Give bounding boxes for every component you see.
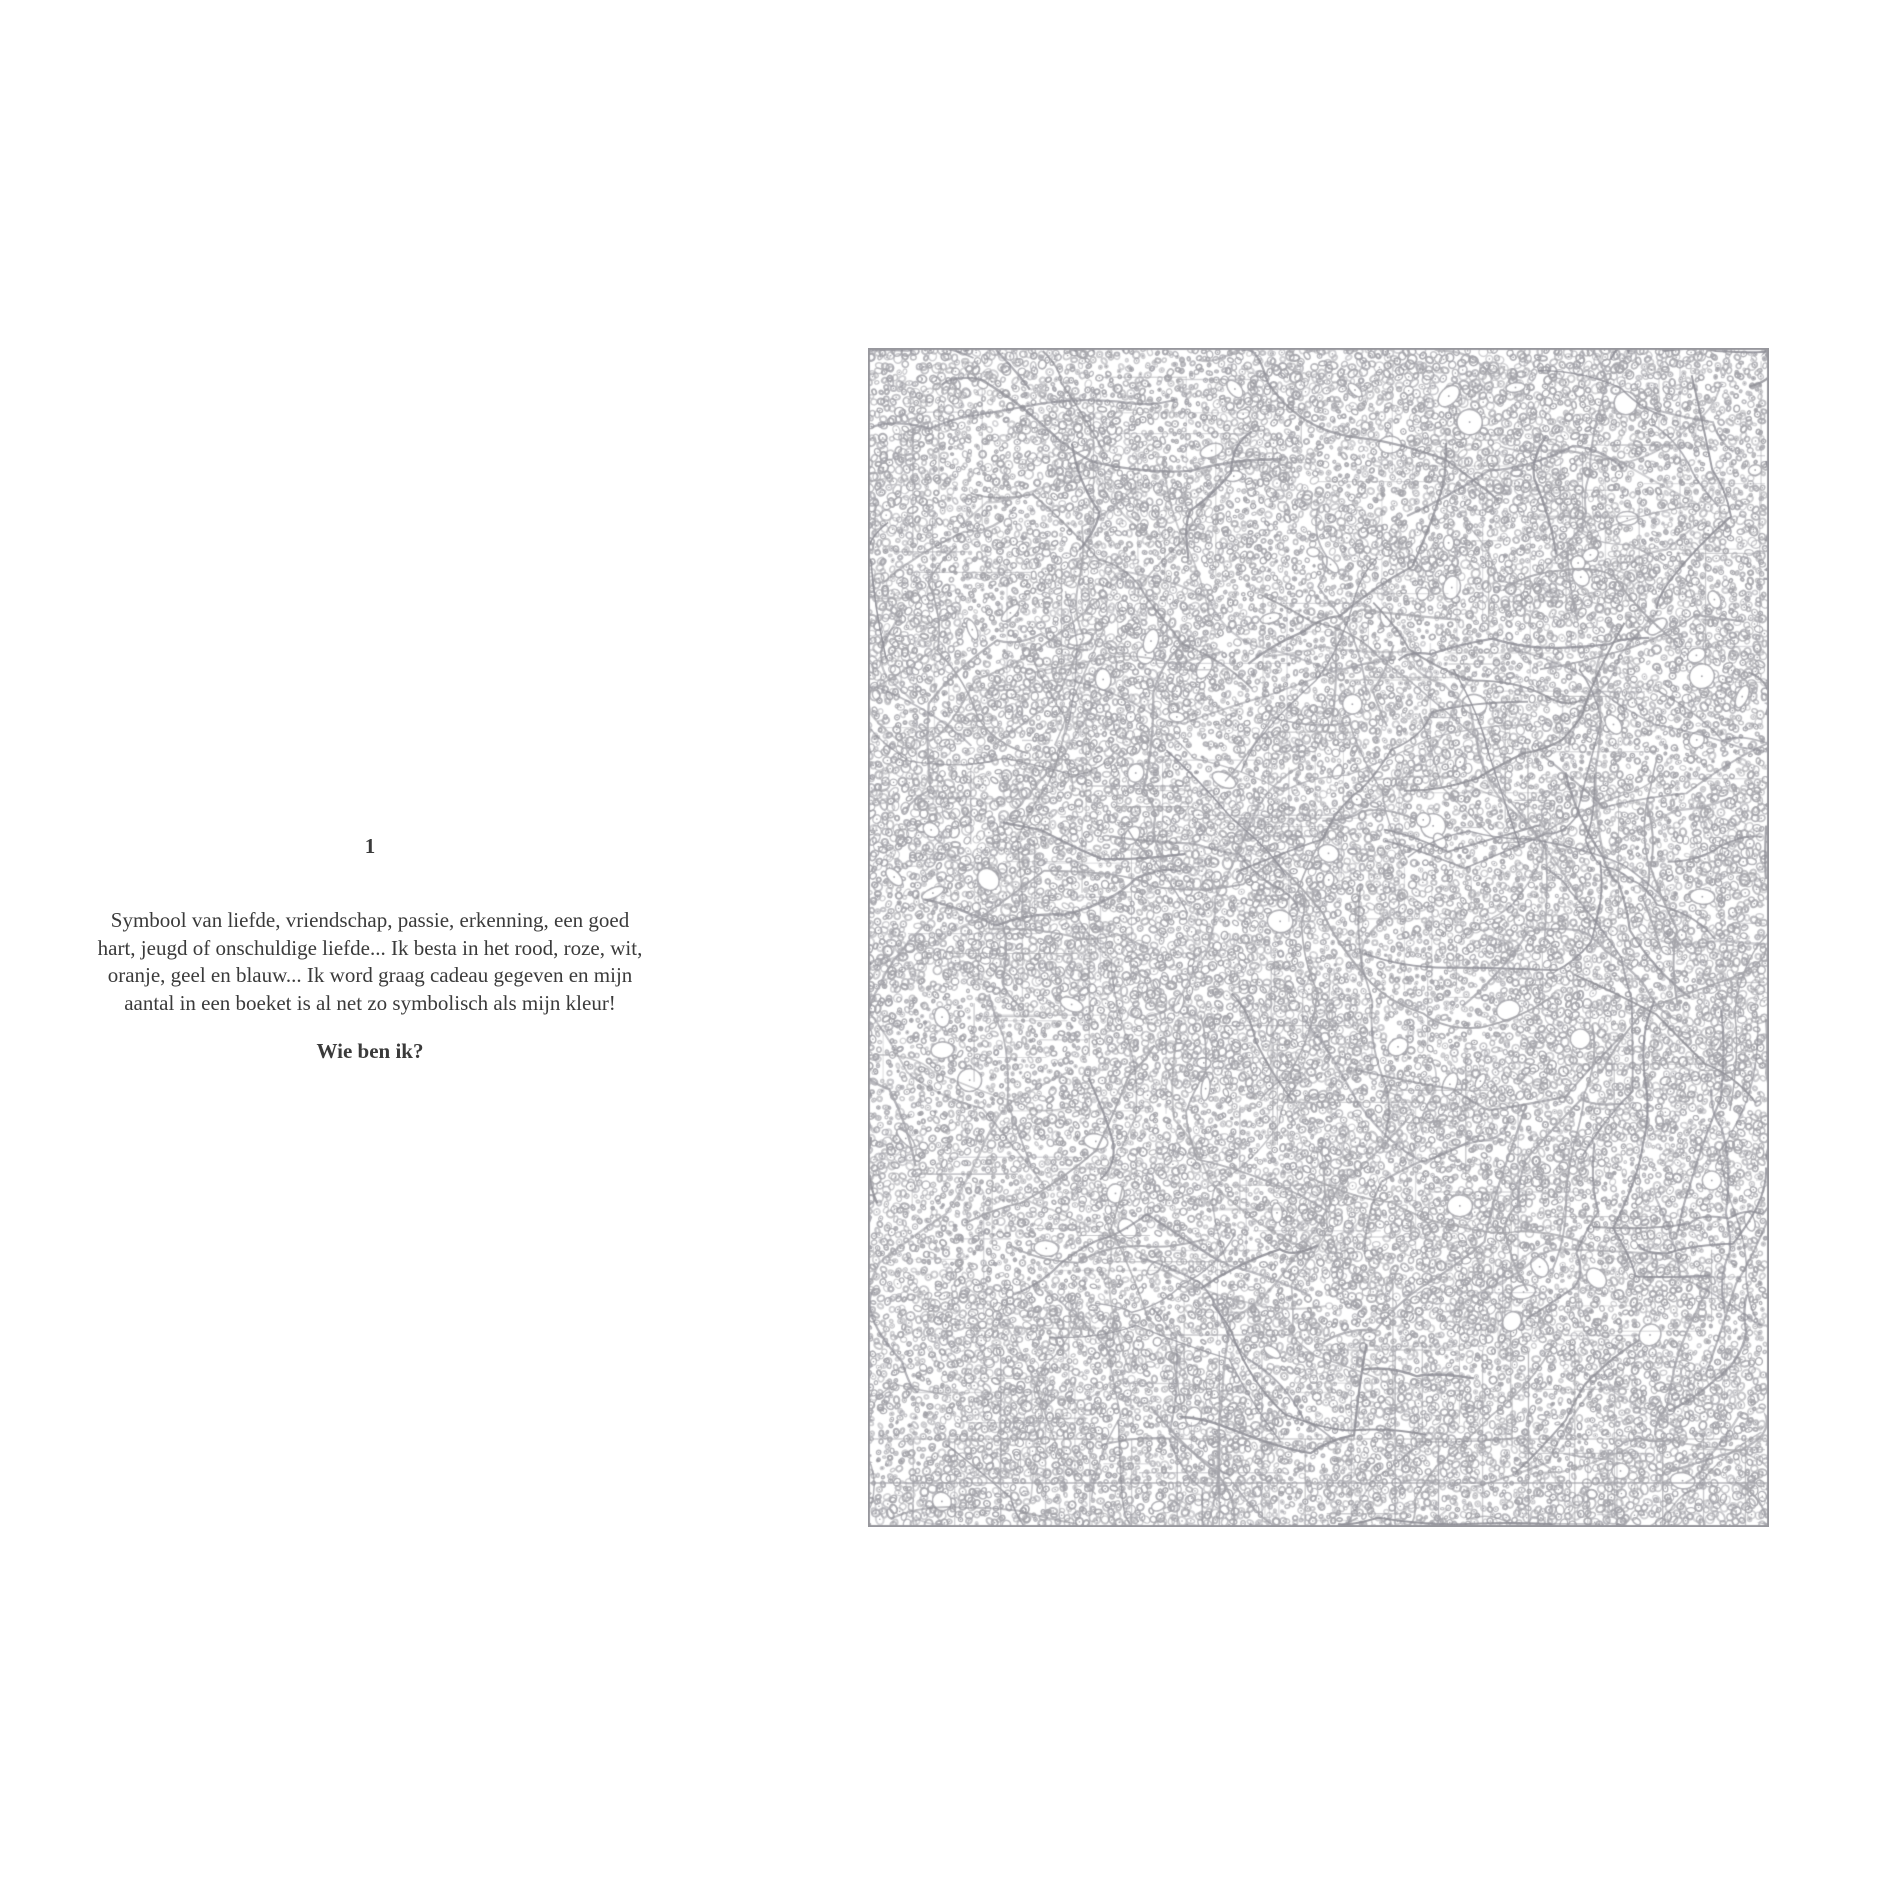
color-by-number-artwork	[868, 348, 1769, 1527]
left-page	[0, 0, 860, 1880]
right-page	[860, 0, 1880, 1880]
riddle-text: Symbool van liefde, vriendschap, passie, erkenning, een goed hart, jeugd of onschuldige liefde... Ik besta in het rood, roze, wit, oranje, geel en blauw... Ik word graag cadeau gegeven en mijn aantal in een boeket is al net zo symbolisch als mijn kleur!	[97, 908, 643, 1015]
riddle-question: Wie ben ik?	[316, 1039, 424, 1063]
puzzle-number: 1	[364, 834, 376, 858]
